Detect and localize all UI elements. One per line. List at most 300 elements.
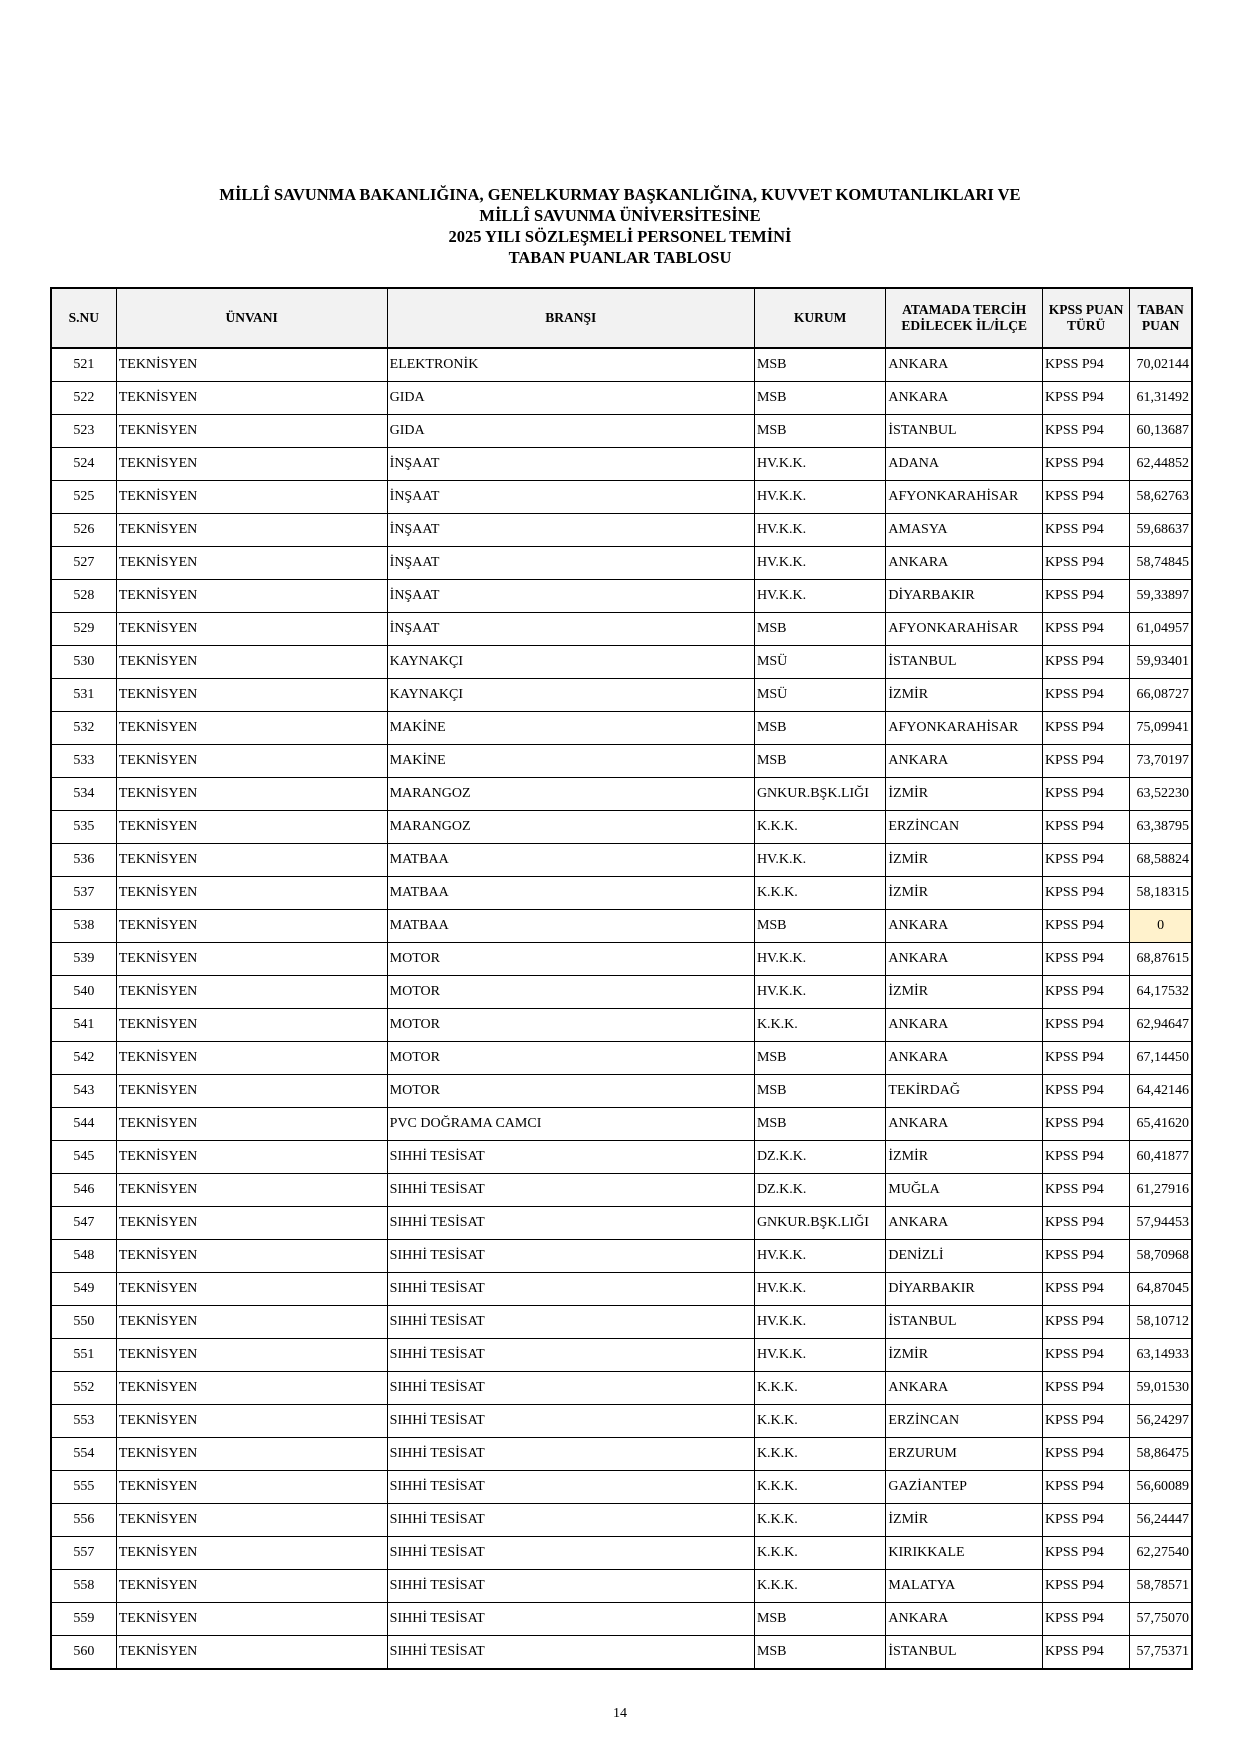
cell-taban-puan: 63,52230 — [1130, 778, 1192, 811]
cell-il: AFYONKARAHİSAR — [886, 613, 1043, 646]
cell-kurum: HV.K.K. — [754, 1273, 885, 1306]
cell-taban-puan: 58,62763 — [1130, 481, 1192, 514]
cell-unvan: TEKNİSYEN — [116, 547, 387, 580]
cell-unvan: TEKNİSYEN — [116, 1174, 387, 1207]
cell-unvan: TEKNİSYEN — [116, 1603, 387, 1636]
cell-unvan: TEKNİSYEN — [116, 778, 387, 811]
cell-unvan: TEKNİSYEN — [116, 943, 387, 976]
cell-taban-puan: 56,24447 — [1130, 1504, 1192, 1537]
table-row — [51, 1636, 1192, 1670]
cell-taban-puan: 63,14933 — [1130, 1339, 1192, 1372]
cell-taban-puan: 59,33897 — [1130, 580, 1192, 613]
title-line-2: MİLLÎ SAVUNMA ÜNİVERSİTESİNE — [479, 206, 761, 225]
cell-sn: 524 — [51, 448, 116, 481]
cell-kurum: HV.K.K. — [754, 580, 885, 613]
cell-taban-puan: 56,60089 — [1130, 1471, 1192, 1504]
cell-il: DİYARBAKIR — [886, 580, 1043, 613]
cell-taban-puan: 59,68637 — [1130, 514, 1192, 547]
cell-puan-turu: KPSS P94 — [1042, 348, 1129, 382]
column-header-kurum: KURUM — [754, 288, 885, 348]
cell-taban-puan: 58,70968 — [1130, 1240, 1192, 1273]
table-row — [51, 1405, 1192, 1438]
cell-il: İSTANBUL — [886, 646, 1043, 679]
cell-unvan: TEKNİSYEN — [116, 811, 387, 844]
cell-puan-turu: KPSS P94 — [1042, 1009, 1129, 1042]
cell-brans: ELEKTRONİK — [387, 348, 754, 382]
cell-il: ANKARA — [886, 348, 1043, 382]
table-row — [51, 514, 1192, 547]
table-row — [51, 1339, 1192, 1372]
table-row — [51, 1174, 1192, 1207]
cell-taban-puan: 58,78571 — [1130, 1570, 1192, 1603]
cell-sn: 525 — [51, 481, 116, 514]
cell-puan-turu: KPSS P94 — [1042, 481, 1129, 514]
cell-taban-puan: 64,17532 — [1130, 976, 1192, 1009]
cell-brans: İNŞAAT — [387, 514, 754, 547]
cell-puan-turu: KPSS P94 — [1042, 1042, 1129, 1075]
cell-puan-turu: KPSS P94 — [1042, 1471, 1129, 1504]
table-row — [51, 976, 1192, 1009]
cell-kurum: MSB — [754, 1108, 885, 1141]
cell-taban-puan: 57,94453 — [1130, 1207, 1192, 1240]
cell-puan-turu: KPSS P94 — [1042, 1108, 1129, 1141]
cell-il: GAZİANTEP — [886, 1471, 1043, 1504]
cell-il: ERZURUM — [886, 1438, 1043, 1471]
cell-il: AMASYA — [886, 514, 1043, 547]
cell-kurum: K.K.K. — [754, 1405, 885, 1438]
table-row — [51, 1537, 1192, 1570]
table-row — [51, 1306, 1192, 1339]
cell-puan-turu: KPSS P94 — [1042, 1339, 1129, 1372]
cell-unvan: TEKNİSYEN — [116, 1075, 387, 1108]
column-header-taban-puan: TABAN PUAN — [1130, 288, 1192, 348]
cell-brans: MAKİNE — [387, 745, 754, 778]
cell-taban-puan: 58,86475 — [1130, 1438, 1192, 1471]
table-row — [51, 415, 1192, 448]
cell-unvan: TEKNİSYEN — [116, 1372, 387, 1405]
cell-brans: MATBAA — [387, 844, 754, 877]
cell-kurum: K.K.K. — [754, 1372, 885, 1405]
cell-puan-turu: KPSS P94 — [1042, 1537, 1129, 1570]
column-header-unvan: ÜNVANI — [116, 288, 387, 348]
cell-sn: 536 — [51, 844, 116, 877]
cell-il: ANKARA — [886, 1042, 1043, 1075]
cell-kurum: MSB — [754, 1603, 885, 1636]
cell-kurum: MSB — [754, 382, 885, 415]
cell-brans: İNŞAAT — [387, 448, 754, 481]
cell-taban-puan: 58,10712 — [1130, 1306, 1192, 1339]
cell-brans: SIHHİ TESİSAT — [387, 1471, 754, 1504]
cell-il: ANKARA — [886, 1108, 1043, 1141]
cell-unvan: TEKNİSYEN — [116, 679, 387, 712]
cell-il: İZMİR — [886, 1339, 1043, 1372]
column-header-sn: S.NU — [51, 288, 116, 348]
table-row — [51, 1603, 1192, 1636]
table-row — [51, 382, 1192, 415]
cell-sn: 533 — [51, 745, 116, 778]
cell-sn: 540 — [51, 976, 116, 1009]
table-row — [51, 1570, 1192, 1603]
cell-il: DİYARBAKIR — [886, 1273, 1043, 1306]
cell-sn: 531 — [51, 679, 116, 712]
cell-brans: SIHHİ TESİSAT — [387, 1174, 754, 1207]
cell-taban-puan: 65,41620 — [1130, 1108, 1192, 1141]
cell-il: AFYONKARAHİSAR — [886, 712, 1043, 745]
cell-brans: KAYNAKÇI — [387, 646, 754, 679]
cell-sn: 557 — [51, 1537, 116, 1570]
table-row — [51, 1141, 1192, 1174]
page-number: 14 — [613, 1706, 627, 1721]
cell-il: ERZİNCAN — [886, 811, 1043, 844]
cell-sn: 532 — [51, 712, 116, 745]
cell-kurum: HV.K.K. — [754, 481, 885, 514]
cell-kurum: K.K.K. — [754, 877, 885, 910]
score-table — [50, 287, 1193, 1670]
cell-kurum: DZ.K.K. — [754, 1141, 885, 1174]
cell-puan-turu: KPSS P94 — [1042, 1306, 1129, 1339]
cell-brans: MARANGOZ — [387, 778, 754, 811]
cell-sn: 558 — [51, 1570, 116, 1603]
cell-taban-puan: 67,14450 — [1130, 1042, 1192, 1075]
cell-kurum: MSB — [754, 745, 885, 778]
cell-sn: 545 — [51, 1141, 116, 1174]
cell-puan-turu: KPSS P94 — [1042, 1438, 1129, 1471]
cell-il: ANKARA — [886, 1603, 1043, 1636]
cell-il: ANKARA — [886, 910, 1043, 943]
cell-sn: 544 — [51, 1108, 116, 1141]
cell-puan-turu: KPSS P94 — [1042, 1141, 1129, 1174]
cell-brans: SIHHİ TESİSAT — [387, 1339, 754, 1372]
cell-sn: 552 — [51, 1372, 116, 1405]
cell-kurum: K.K.K. — [754, 1438, 885, 1471]
cell-unvan: TEKNİSYEN — [116, 1537, 387, 1570]
cell-puan-turu: KPSS P94 — [1042, 448, 1129, 481]
cell-puan-turu: KPSS P94 — [1042, 547, 1129, 580]
cell-il: ANKARA — [886, 1372, 1043, 1405]
table-row — [51, 547, 1192, 580]
cell-kurum: MSB — [754, 415, 885, 448]
cell-brans: SIHHİ TESİSAT — [387, 1603, 754, 1636]
cell-kurum: HV.K.K. — [754, 547, 885, 580]
cell-puan-turu: KPSS P94 — [1042, 910, 1129, 943]
cell-il: ANKARA — [886, 382, 1043, 415]
cell-puan-turu: KPSS P94 — [1042, 1570, 1129, 1603]
cell-brans: MOTOR — [387, 1075, 754, 1108]
cell-taban-puan: 57,75070 — [1130, 1603, 1192, 1636]
cell-taban-puan: 64,87045 — [1130, 1273, 1192, 1306]
cell-unvan: TEKNİSYEN — [116, 745, 387, 778]
cell-sn: 555 — [51, 1471, 116, 1504]
cell-kurum: MSB — [754, 910, 885, 943]
cell-unvan: TEKNİSYEN — [116, 1240, 387, 1273]
cell-il: İSTANBUL — [886, 415, 1043, 448]
cell-sn: 526 — [51, 514, 116, 547]
cell-taban-puan: 58,18315 — [1130, 877, 1192, 910]
cell-kurum: MSB — [754, 348, 885, 382]
table-row — [51, 679, 1192, 712]
cell-brans: MOTOR — [387, 943, 754, 976]
table-body — [51, 348, 1192, 1669]
cell-unvan: TEKNİSYEN — [116, 1042, 387, 1075]
cell-brans: İNŞAAT — [387, 613, 754, 646]
table-row — [51, 844, 1192, 877]
cell-puan-turu: KPSS P94 — [1042, 712, 1129, 745]
cell-brans: MOTOR — [387, 1009, 754, 1042]
cell-sn: 534 — [51, 778, 116, 811]
cell-kurum: HV.K.K. — [754, 1240, 885, 1273]
table-row — [51, 1504, 1192, 1537]
cell-puan-turu: KPSS P94 — [1042, 514, 1129, 547]
cell-il: İZMİR — [886, 976, 1043, 1009]
table-row — [51, 646, 1192, 679]
table-row — [51, 1207, 1192, 1240]
cell-il: ERZİNCAN — [886, 1405, 1043, 1438]
cell-brans: SIHHİ TESİSAT — [387, 1372, 754, 1405]
cell-il: DENİZLİ — [886, 1240, 1043, 1273]
cell-kurum: K.K.K. — [754, 1009, 885, 1042]
cell-kurum: K.K.K. — [754, 1570, 885, 1603]
cell-sn: 556 — [51, 1504, 116, 1537]
column-header-il: ATAMADA TERCİH EDİLECEK İL/İLÇE — [886, 288, 1043, 348]
cell-puan-turu: KPSS P94 — [1042, 1603, 1129, 1636]
cell-puan-turu: KPSS P94 — [1042, 1207, 1129, 1240]
cell-kurum: MSÜ — [754, 679, 885, 712]
cell-sn: 538 — [51, 910, 116, 943]
cell-sn: 554 — [51, 1438, 116, 1471]
cell-puan-turu: KPSS P94 — [1042, 1174, 1129, 1207]
cell-sn: 549 — [51, 1273, 116, 1306]
cell-sn: 560 — [51, 1636, 116, 1670]
cell-brans: SIHHİ TESİSAT — [387, 1273, 754, 1306]
cell-sn: 551 — [51, 1339, 116, 1372]
cell-unvan: TEKNİSYEN — [116, 1141, 387, 1174]
cell-puan-turu: KPSS P94 — [1042, 1075, 1129, 1108]
cell-taban-puan: 62,27540 — [1130, 1537, 1192, 1570]
cell-taban-puan: 62,44852 — [1130, 448, 1192, 481]
cell-puan-turu: KPSS P94 — [1042, 1504, 1129, 1537]
cell-il: ANKARA — [886, 1207, 1043, 1240]
cell-brans: İNŞAAT — [387, 580, 754, 613]
cell-il: İSTANBUL — [886, 1636, 1043, 1670]
cell-brans: KAYNAKÇI — [387, 679, 754, 712]
table-row — [51, 910, 1192, 943]
table-row — [51, 580, 1192, 613]
cell-kurum: HV.K.K. — [754, 943, 885, 976]
cell-brans: MATBAA — [387, 910, 754, 943]
cell-il: AFYONKARAHİSAR — [886, 481, 1043, 514]
cell-brans: SIHHİ TESİSAT — [387, 1570, 754, 1603]
table-header-row — [51, 288, 1192, 348]
cell-unvan: TEKNİSYEN — [116, 382, 387, 415]
cell-kurum: MSB — [754, 712, 885, 745]
cell-brans: SIHHİ TESİSAT — [387, 1438, 754, 1471]
cell-unvan: TEKNİSYEN — [116, 514, 387, 547]
cell-unvan: TEKNİSYEN — [116, 1636, 387, 1670]
cell-unvan: TEKNİSYEN — [116, 580, 387, 613]
cell-il: ANKARA — [886, 745, 1043, 778]
cell-puan-turu: KPSS P94 — [1042, 1240, 1129, 1273]
cell-puan-turu: KPSS P94 — [1042, 646, 1129, 679]
cell-sn: 530 — [51, 646, 116, 679]
cell-sn: 521 — [51, 348, 116, 382]
cell-unvan: TEKNİSYEN — [116, 1207, 387, 1240]
cell-taban-puan: 64,42146 — [1130, 1075, 1192, 1108]
cell-il: İZMİR — [886, 778, 1043, 811]
cell-taban-puan: 0 — [1130, 910, 1192, 943]
cell-puan-turu: KPSS P94 — [1042, 1372, 1129, 1405]
table-row — [51, 481, 1192, 514]
cell-kurum: MSB — [754, 1636, 885, 1670]
cell-sn: 537 — [51, 877, 116, 910]
cell-puan-turu: KPSS P94 — [1042, 943, 1129, 976]
cell-taban-puan: 60,13687 — [1130, 415, 1192, 448]
table-row — [51, 712, 1192, 745]
cell-brans: PVC DOĞRAMA CAMCI — [387, 1108, 754, 1141]
cell-unvan: TEKNİSYEN — [116, 348, 387, 382]
cell-taban-puan: 68,87615 — [1130, 943, 1192, 976]
table-row — [51, 943, 1192, 976]
cell-il: TEKİRDAĞ — [886, 1075, 1043, 1108]
cell-taban-puan: 66,08727 — [1130, 679, 1192, 712]
cell-puan-turu: KPSS P94 — [1042, 613, 1129, 646]
cell-kurum: K.K.K. — [754, 1537, 885, 1570]
cell-sn: 559 — [51, 1603, 116, 1636]
cell-kurum: HV.K.K. — [754, 1339, 885, 1372]
cell-taban-puan: 61,04957 — [1130, 613, 1192, 646]
cell-taban-puan: 68,58824 — [1130, 844, 1192, 877]
cell-il: ANKARA — [886, 943, 1043, 976]
cell-kurum: HV.K.K. — [754, 514, 885, 547]
cell-brans: MATBAA — [387, 877, 754, 910]
cell-brans: SIHHİ TESİSAT — [387, 1141, 754, 1174]
cell-kurum: K.K.K. — [754, 1471, 885, 1504]
cell-sn: 550 — [51, 1306, 116, 1339]
cell-taban-puan: 56,24297 — [1130, 1405, 1192, 1438]
cell-sn: 528 — [51, 580, 116, 613]
cell-unvan: TEKNİSYEN — [116, 712, 387, 745]
cell-kurum: GNKUR.BŞK.LIĞI — [754, 1207, 885, 1240]
cell-unvan: TEKNİSYEN — [116, 1471, 387, 1504]
cell-taban-puan: 61,31492 — [1130, 382, 1192, 415]
cell-sn: 529 — [51, 613, 116, 646]
cell-sn: 541 — [51, 1009, 116, 1042]
cell-sn: 547 — [51, 1207, 116, 1240]
cell-taban-puan: 62,94647 — [1130, 1009, 1192, 1042]
cell-taban-puan: 59,93401 — [1130, 646, 1192, 679]
cell-il: MUĞLA — [886, 1174, 1043, 1207]
table-row — [51, 877, 1192, 910]
table-row — [51, 778, 1192, 811]
cell-kurum: MSÜ — [754, 646, 885, 679]
cell-sn: 553 — [51, 1405, 116, 1438]
cell-brans: SIHHİ TESİSAT — [387, 1537, 754, 1570]
cell-brans: SIHHİ TESİSAT — [387, 1405, 754, 1438]
cell-brans: SIHHİ TESİSAT — [387, 1240, 754, 1273]
cell-brans: SIHHİ TESİSAT — [387, 1504, 754, 1537]
table-row — [51, 613, 1192, 646]
cell-kurum: MSB — [754, 613, 885, 646]
cell-brans: GIDA — [387, 415, 754, 448]
cell-sn: 535 — [51, 811, 116, 844]
table-row — [51, 1372, 1192, 1405]
cell-puan-turu: KPSS P94 — [1042, 976, 1129, 1009]
cell-puan-turu: KPSS P94 — [1042, 1636, 1129, 1670]
cell-taban-puan: 57,75371 — [1130, 1636, 1192, 1670]
cell-unvan: TEKNİSYEN — [116, 1570, 387, 1603]
cell-kurum: GNKUR.BŞK.LIĞI — [754, 778, 885, 811]
cell-unvan: TEKNİSYEN — [116, 1108, 387, 1141]
table-row — [51, 1273, 1192, 1306]
cell-puan-turu: KPSS P94 — [1042, 679, 1129, 712]
cell-puan-turu: KPSS P94 — [1042, 382, 1129, 415]
cell-brans: İNŞAAT — [387, 547, 754, 580]
table-row — [51, 1240, 1192, 1273]
cell-puan-turu: KPSS P94 — [1042, 415, 1129, 448]
cell-kurum: K.K.K. — [754, 811, 885, 844]
table-row — [51, 1042, 1192, 1075]
cell-il: İZMİR — [886, 877, 1043, 910]
table-row — [51, 1438, 1192, 1471]
cell-brans: MAKİNE — [387, 712, 754, 745]
table-row — [51, 745, 1192, 778]
cell-kurum: HV.K.K. — [754, 844, 885, 877]
table-row — [51, 1471, 1192, 1504]
cell-unvan: TEKNİSYEN — [116, 1009, 387, 1042]
cell-kurum: HV.K.K. — [754, 448, 885, 481]
cell-il: İZMİR — [886, 844, 1043, 877]
cell-unvan: TEKNİSYEN — [116, 481, 387, 514]
cell-puan-turu: KPSS P94 — [1042, 778, 1129, 811]
cell-puan-turu: KPSS P94 — [1042, 1405, 1129, 1438]
column-header-puan-turu: KPSS PUAN TÜRÜ — [1042, 288, 1129, 348]
cell-taban-puan: 73,70197 — [1130, 745, 1192, 778]
cell-puan-turu: KPSS P94 — [1042, 1273, 1129, 1306]
cell-il: İZMİR — [886, 679, 1043, 712]
cell-taban-puan: 63,38795 — [1130, 811, 1192, 844]
cell-taban-puan: 58,74845 — [1130, 547, 1192, 580]
cell-sn: 546 — [51, 1174, 116, 1207]
cell-il: ANKARA — [886, 1009, 1043, 1042]
cell-sn: 527 — [51, 547, 116, 580]
table-row — [51, 1075, 1192, 1108]
cell-unvan: TEKNİSYEN — [116, 1438, 387, 1471]
cell-unvan: TEKNİSYEN — [116, 877, 387, 910]
cell-brans: SIHHİ TESİSAT — [387, 1306, 754, 1339]
title-line-4: TABAN PUANLAR TABLOSU — [508, 248, 732, 267]
cell-unvan: TEKNİSYEN — [116, 910, 387, 943]
table-row — [51, 811, 1192, 844]
cell-kurum: MSB — [754, 1075, 885, 1108]
cell-brans: MARANGOZ — [387, 811, 754, 844]
cell-taban-puan: 59,01530 — [1130, 1372, 1192, 1405]
cell-unvan: TEKNİSYEN — [116, 1405, 387, 1438]
cell-unvan: TEKNİSYEN — [116, 646, 387, 679]
cell-brans: MOTOR — [387, 1042, 754, 1075]
cell-unvan: TEKNİSYEN — [116, 1306, 387, 1339]
cell-il: İZMİR — [886, 1141, 1043, 1174]
cell-il: KIRIKKALE — [886, 1537, 1043, 1570]
cell-taban-puan: 70,02144 — [1130, 348, 1192, 382]
cell-brans: SIHHİ TESİSAT — [387, 1636, 754, 1670]
cell-taban-puan: 61,27916 — [1130, 1174, 1192, 1207]
cell-unvan: TEKNİSYEN — [116, 613, 387, 646]
cell-sn: 539 — [51, 943, 116, 976]
table-row — [51, 1009, 1192, 1042]
cell-kurum: HV.K.K. — [754, 1306, 885, 1339]
cell-brans: İNŞAAT — [387, 481, 754, 514]
cell-taban-puan: 75,09941 — [1130, 712, 1192, 745]
cell-puan-turu: KPSS P94 — [1042, 877, 1129, 910]
